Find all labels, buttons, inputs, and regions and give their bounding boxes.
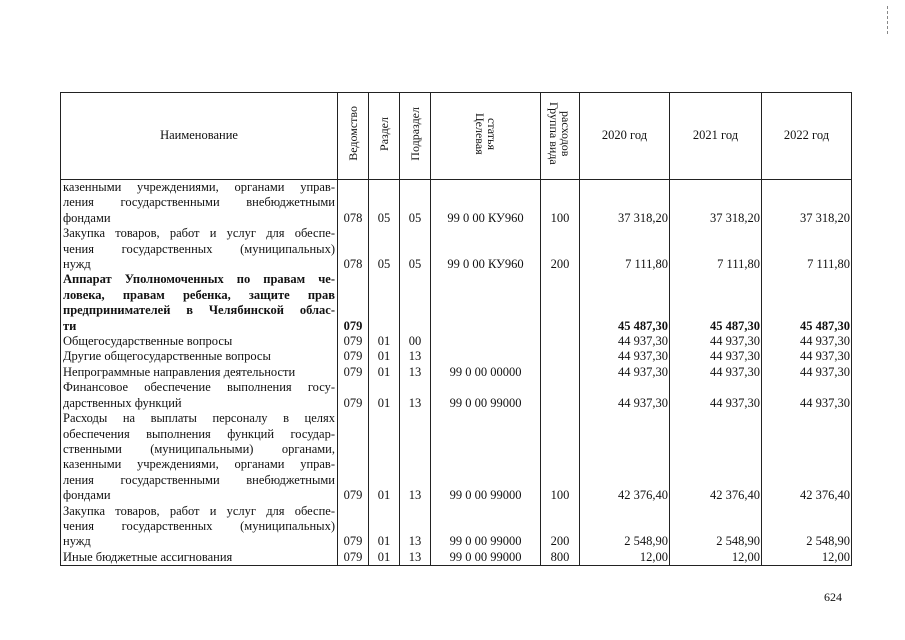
row-razdel: 01	[369, 411, 400, 503]
row-amount-2020: 42 376,40	[580, 411, 670, 503]
row-amount-2021: 42 376,40	[670, 411, 762, 503]
row-amount-2022: 37 318,20	[762, 180, 852, 227]
row-name	[61, 349, 338, 364]
row-razdel: 01	[369, 504, 400, 550]
row-name-line: фондами	[63, 210, 111, 225]
row-amount-2021: 44 937,30	[670, 349, 762, 364]
row-celevaya-statya: 99 0 00 99000	[431, 504, 541, 550]
row-razdel: 05	[369, 180, 400, 227]
header-year-2021: 2021 год	[670, 93, 762, 180]
row-razdel: 01	[369, 550, 400, 566]
row-amount-2022: 45 487,30	[762, 272, 852, 334]
row-podrazdel: 13	[400, 550, 431, 566]
row-amount-2020: 12,00	[580, 550, 670, 566]
row-name-line: Закупка товаров, работ и услуг для обеспе-	[63, 226, 335, 241]
row-name	[61, 411, 338, 503]
row-celevaya-statya: 99 0 00 00000	[431, 365, 541, 380]
row-name	[61, 226, 338, 272]
margin-dash-marks	[887, 6, 890, 46]
row-vedomstvo: 078	[338, 180, 369, 227]
row-amount-2020: 44 937,30	[580, 380, 670, 411]
row-amount-2022: 2 548,90	[762, 504, 852, 550]
row-name-line: дарственных функций	[63, 395, 182, 410]
row-name-line: нужд	[63, 257, 91, 272]
row-amount-2022: 12,00	[762, 550, 852, 566]
row-amount-2020: 2 548,90	[580, 504, 670, 550]
row-celevaya-statya: 99 0 00 99000	[431, 411, 541, 503]
row-amount-2021: 45 487,30	[670, 272, 762, 334]
row-celevaya-statya: 99 0 00 99000	[431, 380, 541, 411]
table-body	[61, 180, 852, 566]
header-year-2020: 2020 год	[580, 93, 670, 180]
row-gruppa-vida: 100	[541, 180, 580, 227]
row-vedomstvo: 079	[338, 365, 369, 380]
row-name-line: ственными (муниципальными) органами,	[63, 441, 335, 456]
row-amount-2022: 44 937,30	[762, 334, 852, 349]
row-podrazdel: 13	[400, 380, 431, 411]
row-vedomstvo: 079	[338, 504, 369, 550]
row-name-line: обеспечения выполнения функций государ-	[63, 426, 335, 441]
row-name-line: ления государственными внебюджетными	[63, 472, 335, 487]
row-razdel: 01	[369, 349, 400, 364]
table-row	[61, 365, 852, 380]
row-gruppa-vida	[541, 380, 580, 411]
row-name-line: казенными учреждениями, органами управ-	[63, 180, 335, 194]
row-name-line: Расходы на выплаты персоналу в целях	[63, 411, 335, 426]
row-vedomstvo: 079	[338, 349, 369, 364]
row-name	[61, 272, 338, 334]
row-amount-2021: 44 937,30	[670, 380, 762, 411]
row-name-line: фондами	[63, 488, 111, 503]
row-podrazdel: 13	[400, 365, 431, 380]
row-name	[61, 180, 338, 227]
row-gruppa-vida	[541, 272, 580, 334]
row-gruppa-vida: 200	[541, 504, 580, 550]
row-razdel: 05	[369, 226, 400, 272]
row-podrazdel: 05	[400, 226, 431, 272]
row-amount-2020: 44 937,30	[580, 349, 670, 364]
row-podrazdel: 13	[400, 349, 431, 364]
row-amount-2020: 45 487,30	[580, 272, 670, 334]
row-amount-2021: 2 548,90	[670, 504, 762, 550]
row-vedomstvo: 079	[338, 334, 369, 349]
row-name-line: ти	[63, 318, 77, 333]
row-name-line: Закупка товаров, работ и услуг для обеспе-	[63, 503, 335, 518]
table-row	[61, 180, 852, 227]
row-amount-2021: 37 318,20	[670, 180, 762, 227]
row-name	[61, 380, 338, 411]
row-amount-2022: 44 937,30	[762, 349, 852, 364]
row-amount-2020: 37 318,20	[580, 180, 670, 227]
row-name-line: Аппарат Уполномоченных по правам че-	[63, 272, 335, 287]
row-name-line: казенными учреждениями, органами управ-	[63, 457, 335, 472]
row-amount-2020: 44 937,30	[580, 334, 670, 349]
row-name	[61, 550, 338, 566]
row-name-line: ловека, правам ребенка, защите прав	[63, 287, 335, 302]
row-celevaya-statya	[431, 272, 541, 334]
row-celevaya-statya: 99 0 00 КУ960	[431, 226, 541, 272]
header-gruppa-vida: Группа вида расходов	[541, 93, 580, 180]
row-amount-2020: 7 111,80	[580, 226, 670, 272]
row-amount-2022: 7 111,80	[762, 226, 852, 272]
row-razdel: 01	[369, 365, 400, 380]
row-celevaya-statya	[431, 349, 541, 364]
row-name-line: предпринимателей в Челябинской облас-	[63, 303, 335, 318]
row-gruppa-vida: 200	[541, 226, 580, 272]
row-name-line: чения государственных (муниципальных)	[63, 518, 335, 533]
row-amount-2021: 44 937,30	[670, 334, 762, 349]
row-vedomstvo: 079	[338, 380, 369, 411]
row-celevaya-statya	[431, 334, 541, 349]
header-name: Наименование	[61, 93, 338, 180]
row-podrazdel: 00	[400, 334, 431, 349]
row-amount-2022: 44 937,30	[762, 380, 852, 411]
header-podrazdel: Подраздел	[400, 93, 431, 180]
header-vedomstvo: Ведомство	[338, 93, 369, 180]
row-amount-2022: 44 937,30	[762, 365, 852, 380]
table-row	[61, 272, 852, 334]
table-row	[61, 380, 852, 411]
row-celevaya-statya: 99 0 00 99000	[431, 550, 541, 566]
row-name-line: ления государственными внебюджетными	[63, 195, 335, 210]
table-header	[61, 93, 852, 180]
row-razdel	[369, 272, 400, 334]
header-year-2022: 2022 год	[762, 93, 852, 180]
row-gruppa-vida: 100	[541, 411, 580, 503]
row-amount-2021: 7 111,80	[670, 226, 762, 272]
row-podrazdel: 05	[400, 180, 431, 227]
table-row	[61, 334, 852, 349]
table-row	[61, 550, 852, 566]
row-name-line: нужд	[63, 534, 91, 549]
page-number: 624	[824, 590, 842, 604]
row-razdel: 01	[369, 334, 400, 349]
row-vedomstvo: 079	[338, 411, 369, 503]
header-celevaya-statya: Целевая статья	[431, 93, 541, 180]
row-gruppa-vida	[541, 365, 580, 380]
budget-table	[60, 92, 852, 566]
row-name-line: Финансовое обеспечение выполнения госу-	[63, 380, 335, 395]
row-vedomstvo: 078	[338, 226, 369, 272]
row-name-line: Иные бюджетные ассигнования	[63, 549, 233, 564]
row-name-line: Непрограммные направления деятельности	[63, 364, 296, 379]
row-vedomstvo: 079	[338, 550, 369, 566]
row-name	[61, 365, 338, 380]
row-podrazdel: 13	[400, 411, 431, 503]
row-name	[61, 504, 338, 550]
row-amount-2021: 12,00	[670, 550, 762, 566]
table-row	[61, 226, 852, 272]
table-row	[61, 504, 852, 550]
row-name-line: чения государственных (муниципальных)	[63, 241, 335, 256]
row-amount-2022: 42 376,40	[762, 411, 852, 503]
row-podrazdel: 13	[400, 504, 431, 550]
row-vedomstvo: 079	[338, 272, 369, 334]
row-gruppa-vida: 800	[541, 550, 580, 566]
row-amount-2020: 44 937,30	[580, 365, 670, 380]
row-name-line: Другие общегосударственные вопросы	[63, 349, 271, 364]
row-gruppa-vida	[541, 334, 580, 349]
header-razdel: Раздел	[369, 93, 400, 180]
row-name	[61, 334, 338, 349]
row-podrazdel	[400, 272, 431, 334]
table-row	[61, 349, 852, 364]
table-row	[61, 411, 852, 503]
row-razdel: 01	[369, 380, 400, 411]
row-amount-2021: 44 937,30	[670, 365, 762, 380]
row-name-line: Общегосударственные вопросы	[63, 334, 233, 349]
row-gruppa-vida	[541, 349, 580, 364]
row-celevaya-statya: 99 0 00 КУ960	[431, 180, 541, 227]
